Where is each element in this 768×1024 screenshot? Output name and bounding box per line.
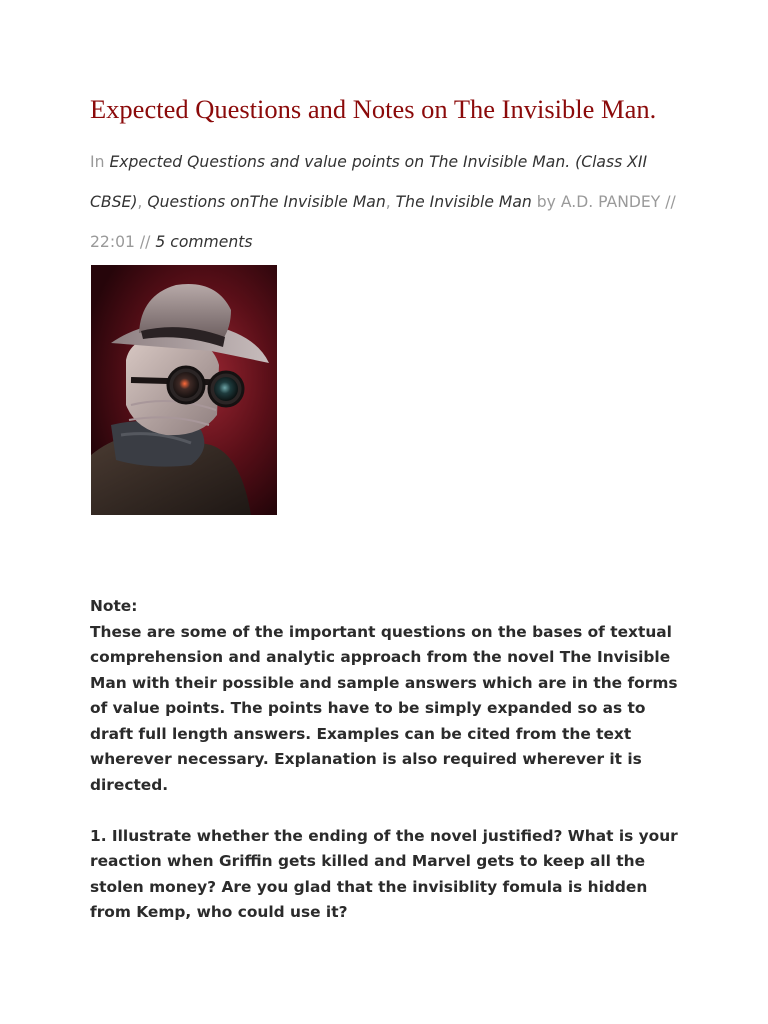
label-link-expected-questions[interactable]: Expected Questions and value points on The Invisible Man. (Class XII CBSE) (90, 153, 648, 211)
invisible-man-illustration (91, 265, 277, 515)
post-author: A.D. PANDEY (560, 193, 661, 211)
question-1: 1. Illustrate whether the ending of the novel justified? What is your reaction when Griffin gets killed and Marvel gets to keep all the stolen money? Are you glad that the invisiblity fomula is hidden from Kemp, who could use it? (90, 826, 678, 921)
meta-separator: , (137, 193, 148, 211)
note-heading: Note: (90, 597, 138, 615)
meta-in-prefix: In (90, 153, 110, 171)
note-paragraph: These are some of the important questions on the bases of textual comprehension and analytic approach from the novel The Invisible Man with their possible and sample answers which are in the forms of value points. The points have to be simply expanded so as to draft full length answers. Examples can be cited from the text wherever necessary. Explanation is also required wherever it is directed. (90, 622, 678, 794)
post-body (90, 594, 690, 926)
meta-by-prefix: by (531, 193, 561, 211)
meta-divider: // (134, 233, 156, 251)
comments-link[interactable]: 5 comments (155, 233, 253, 251)
meta-divider: // (660, 193, 676, 211)
label-link-the-invisible-man[interactable]: The Invisible Man (395, 193, 532, 211)
post-title: Expected Questions and Notes on The Invisible Man. (90, 94, 657, 124)
post-time: 22:01 (90, 233, 135, 251)
paragraph-gap (90, 798, 690, 824)
label-link-questions-on-invisible-man[interactable]: Questions onThe Invisible Man (147, 193, 386, 211)
post-meta (90, 142, 690, 262)
meta-separator: , (385, 193, 396, 211)
invisible-man-image (91, 265, 277, 515)
